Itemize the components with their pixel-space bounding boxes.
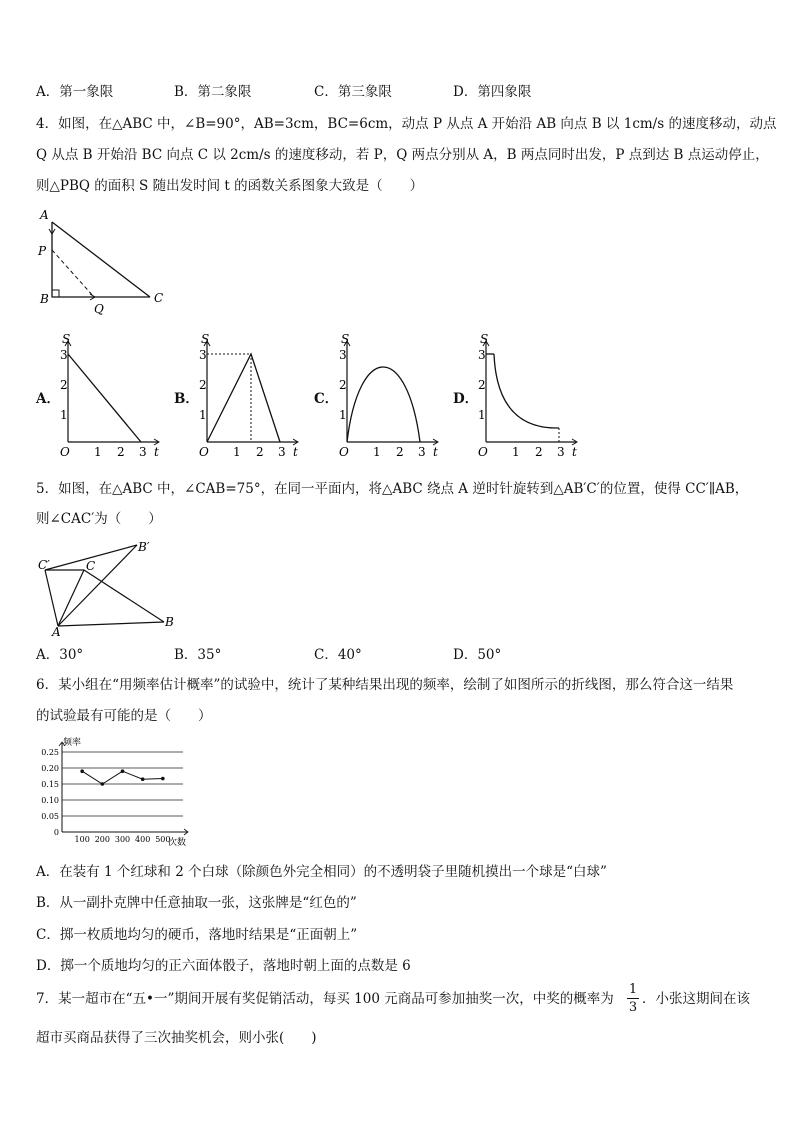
q6-option-c: C．掷一枚质地均匀的硬币，落地时结果是“正面朝上” (36, 927, 358, 943)
q4d-xtick-2: 2 (535, 445, 543, 459)
q7-line-1b: ．小张这期间在该 (642, 991, 750, 1007)
chart-ylabel: 频率 (63, 738, 82, 748)
q4-graph-label-a: A． (36, 391, 60, 407)
q4c-xtick-1: 1 (373, 445, 381, 459)
q3-option-b: B．第二象限 (174, 84, 252, 100)
q4-label-a: A (40, 208, 49, 222)
q5-label-c: C (86, 559, 96, 573)
chart-series (80, 769, 164, 785)
q4c-ytick-3: 3 (339, 348, 347, 362)
q5-option-c: C．40° (314, 647, 362, 663)
q4c-xtick-2: 2 (396, 445, 404, 459)
q5-option-d: D．50° (453, 647, 502, 663)
chart-xtick-label: 400 (135, 835, 151, 844)
q4c-xtick-3: 3 (418, 445, 426, 459)
q4a-origin: O (60, 445, 70, 459)
q5-line-1: 5．如图，在△ABC 中，∠CAB=75°，在同一平面内，将△ABC 绕点 A 逆时针旋转到△AB′C′的位置，使得 CC′∥AB， (36, 481, 749, 497)
chart-data-point (101, 782, 105, 786)
q4a-ytick-3: 3 (60, 348, 68, 362)
q5-option-a: A．30° (36, 647, 84, 663)
q6-line-1: 6．某小组在“用频率估计概率”的试验中，统计了某种结果出现的频率，绘制了如图所示的折线图，那么符合这一结果 (36, 677, 734, 693)
chart-xlabel: 次数 (168, 838, 187, 848)
q4c-axis-s: S (341, 332, 350, 346)
q3-option-c: C．第三象限 (314, 84, 392, 100)
q4d-origin: O (478, 445, 488, 459)
chart-data-point (141, 777, 145, 781)
q5-option-b: B．35° (174, 647, 222, 663)
q4b-ytick-1: 1 (199, 408, 207, 422)
q4a-xtick-2: 2 (117, 445, 125, 459)
q4-label-p: P (38, 244, 47, 258)
q4-line-2: Q 从点 B 开始沿 BC 向点 C 以 2cm/s 的速度移动，若 P，Q 两点分别从 A，B 两点同时出发，P 点到达 B 点运动停止， (36, 147, 769, 163)
q4c-origin: O (339, 445, 349, 459)
q4-label-c: C (154, 291, 164, 305)
chart-tick-labels (41, 748, 170, 844)
q5-label-b-prime: B′ (138, 540, 150, 554)
q6-line-2: 的试验最有可能的是（ ） (36, 708, 212, 724)
q5-label-a: A (52, 625, 61, 639)
q4c-ytick-1: 1 (339, 408, 347, 422)
q4-graph-a (58, 332, 168, 462)
q4b-origin: O (199, 445, 209, 459)
q4-line-1: 4．如图，在△ABC 中，∠B=90°，AB=3cm，BC=6cm，动点 P 从点 A 开始沿 AB 向点 B 以 1cm/s 的速度移动，动点 (36, 116, 777, 132)
chart-ytick-label: 0.10 (41, 796, 59, 805)
chart-ytick-label: 0.15 (41, 780, 59, 789)
q4b-ytick-2: 2 (199, 378, 207, 392)
q4-label-q: Q (94, 302, 104, 316)
q4-graph-label-c: C． (314, 391, 339, 407)
chart-xtick-label: 100 (74, 835, 90, 844)
q4b-xtick-1: 1 (233, 445, 241, 459)
q4a-xtick-3: 3 (139, 445, 147, 459)
q7-fraction-bar (627, 998, 639, 999)
q4a-xtick-1: 1 (94, 445, 102, 459)
q3-option-d: D．第四象限 (453, 84, 532, 100)
q7-line-1a: 7．某一超市在“五•一”期间开展有奖促销活动，每买 100 元商品可参加抽奖一次，中奖的概率为 (36, 991, 614, 1007)
q3-option-a: A．第一象限 (36, 84, 114, 100)
q4-line-3: 则△PBQ 的面积 S 随出发时间 t 的函数关系图象大致是（ ） (36, 178, 424, 194)
q7-fraction-numerator: 1 (628, 982, 638, 997)
q5-label-c-prime: C′ (38, 558, 50, 572)
q4b-xtick-2: 2 (256, 445, 264, 459)
q6-option-d: D．掷一个质地均匀的正六面体骰子，落地时朝上面的点数是 6 (36, 958, 411, 974)
q4a-ytick-1: 1 (60, 408, 68, 422)
chart-data-point (80, 769, 84, 773)
q4d-xtick-1: 1 (512, 445, 520, 459)
q4d-axis-s: S (480, 332, 489, 346)
q4a-axis-t: t (154, 445, 159, 459)
q4c-ytick-2: 2 (339, 378, 347, 392)
chart-ytick-label: 0.05 (41, 812, 59, 821)
q4-graph-label-b: B． (174, 391, 199, 407)
chart-data-point (121, 769, 125, 773)
q7-line-2: 超市买商品获得了三次抽奖机会，则小张( ) (36, 1030, 317, 1046)
q4d-ytick-2: 2 (478, 378, 486, 392)
q4d-ytick-3: 3 (478, 348, 486, 362)
chart-series-line (82, 771, 163, 784)
q6-option-a: A．在装有 1 个红球和 2 个白球（除颜色外完全相同）的不透明袋子里随机摸出一个球是“白球” (36, 864, 607, 880)
q4-graph-label-d: D． (453, 391, 479, 407)
q5-line-2: 则∠CAC′为（ ） (36, 511, 162, 527)
q4d-xtick-3: 3 (557, 445, 565, 459)
chart-gridlines (62, 752, 183, 816)
q4d-axis-t: t (572, 445, 577, 459)
chart-ytick-label: 0 (53, 828, 59, 837)
chart-xtick-label: 300 (114, 835, 131, 844)
q6-option-b: B．从一副扑克牌中任意抽取一张，这张牌是“红色的” (36, 895, 357, 911)
chart-ytick-label: 0.20 (41, 764, 59, 773)
q5-label-b: B (165, 615, 174, 629)
q4-graph-c (337, 332, 447, 462)
q4-triangle-figure (30, 205, 180, 315)
chart-data-point (161, 777, 165, 781)
chart-ytick-label: 0.25 (41, 748, 59, 757)
q4b-xtick-3: 3 (278, 445, 286, 459)
q7-fraction-denominator: 3 (628, 1000, 638, 1015)
q4-graph-d (476, 332, 586, 462)
chart-xtick-label: 500 (155, 835, 171, 844)
q4-label-b: B (40, 292, 49, 306)
chart-axes (59, 742, 188, 835)
q5-rotation-figure (36, 538, 186, 638)
q4d-ytick-1: 1 (478, 408, 486, 422)
q4b-ytick-3: 3 (199, 348, 207, 362)
q4a-ytick-2: 2 (60, 378, 68, 392)
q4-graph-b (197, 332, 307, 462)
q4c-axis-t: t (433, 445, 438, 459)
chart-xtick-label: 200 (94, 835, 110, 844)
q4a-axis-s: S (62, 332, 71, 346)
q4b-axis-s: S (201, 332, 210, 346)
q6-frequency-chart (36, 734, 191, 854)
q4b-axis-t: t (293, 445, 298, 459)
